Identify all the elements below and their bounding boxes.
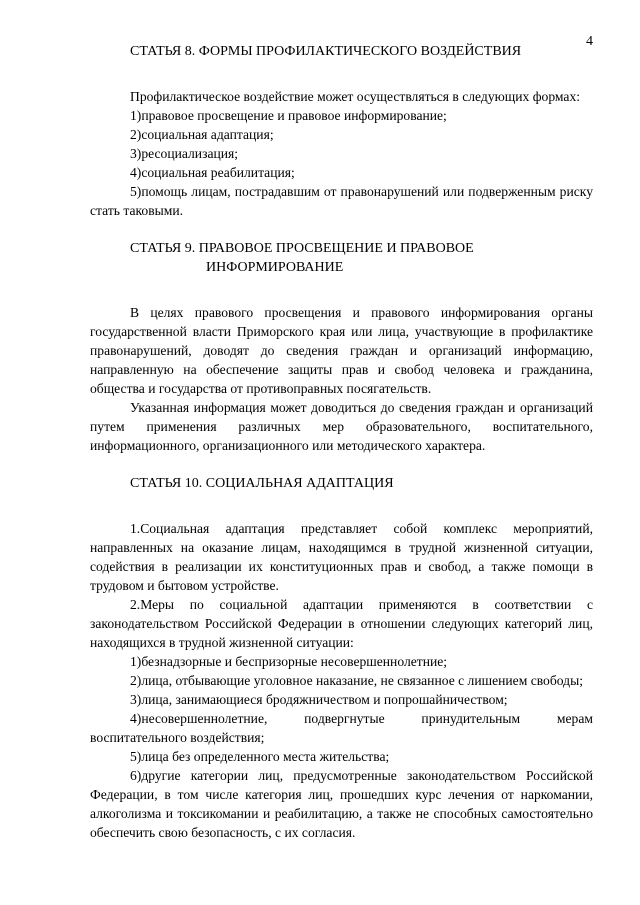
article-8-item-4: 4)социальная реабилитация; — [130, 165, 295, 180]
article-10-title: СТАТЬЯ 10. СОЦИАЛЬНАЯ АДАПТАЦИЯ — [130, 476, 394, 491]
document-body — [90, 42, 593, 842]
article-8-intro: Профилактическое воздействие может осуществляться в следующих формах: — [130, 89, 581, 104]
article-10-item-3: 3)лица, занимающиеся бродяжничеством и попрошайничеством; — [130, 692, 508, 707]
article-8-item-2: 2)социальная адаптация; — [130, 127, 274, 142]
page-number: 4 — [586, 34, 593, 49]
article-10-item-1: 1)безнадзорные и беспризорные несовершеннолетние; — [130, 654, 448, 669]
article-9-title-line-1: СТАТЬЯ 9. ПРАВОВОЕ ПРОСВЕЩЕНИЕ И ПРАВОВОЕ — [130, 241, 474, 256]
article-10-paragraph-2: 2.Меры по социальной адаптации применяются в соответствии с законодательством Российской Федерации в отношении следующих категорий лиц, находящихся в трудной жизненной ситуации: — [90, 597, 593, 650]
article-8-title: СТАТЬЯ 8. ФОРМЫ ПРОФИЛАКТИЧЕСКОГО ВОЗДЕЙСТВИЯ — [130, 44, 522, 59]
article-8-item-1: 1)правовое просвещение и правовое информирование; — [130, 108, 447, 123]
article-10-paragraph-1: 1.Социальная адаптация представляет собой комплекс мероприятий, направленных на оказание лицам, находящимся в трудной жизненной ситуации, содействия в реализации их конституционных прав и свобод, а также помощи в трудовом и бытовом устройстве. — [90, 521, 593, 593]
article-10-item-6: 6)другие категории лиц, предусмотренные законодательством Российской Федерации, в том числе категория лиц, прошедших курс лечения от наркомании, алкоголизма и токсикомании и реабилитацию, а также не способных самостоятельно обеспечить свою безопасность, с их согласия. — [90, 768, 593, 840]
article-10-item-2: 2)лица, отбывающие уголовное наказание, не связанное с лишением свободы; — [130, 673, 584, 688]
article-10-item-5: 5)лица без определенного места жительства; — [130, 749, 390, 764]
article-9-title-line-2: ИНФОРМИРОВАНИЕ — [206, 260, 344, 275]
article-8-item-3: 3)ресоциализация; — [130, 146, 239, 161]
article-10-item-4: 4)несовершеннолетние, подвергнутые принудительным мерам воспитательного воздействия; — [90, 711, 593, 745]
article-8-item-5: 5)помощь лицам, пострадавшим от правонарушений или подверженным риску стать таковыми. — [90, 184, 593, 218]
article-9-paragraph-2: Указанная информация может доводиться до сведения граждан и организаций путем применения различных мер образовательного, воспитательного, информационного, организационного или методического характера. — [90, 400, 593, 453]
article-9-paragraph-1: В целях правового просвещения и правового информирования органы государственной власти Приморского края или лица, участвующие в профилактике правонарушений, доводят до сведения граждан и организаций информацию, направленную на обеспечение защиты прав и свобод человека и гражданина, общества и государства от противоправных посягательств. — [90, 305, 593, 396]
